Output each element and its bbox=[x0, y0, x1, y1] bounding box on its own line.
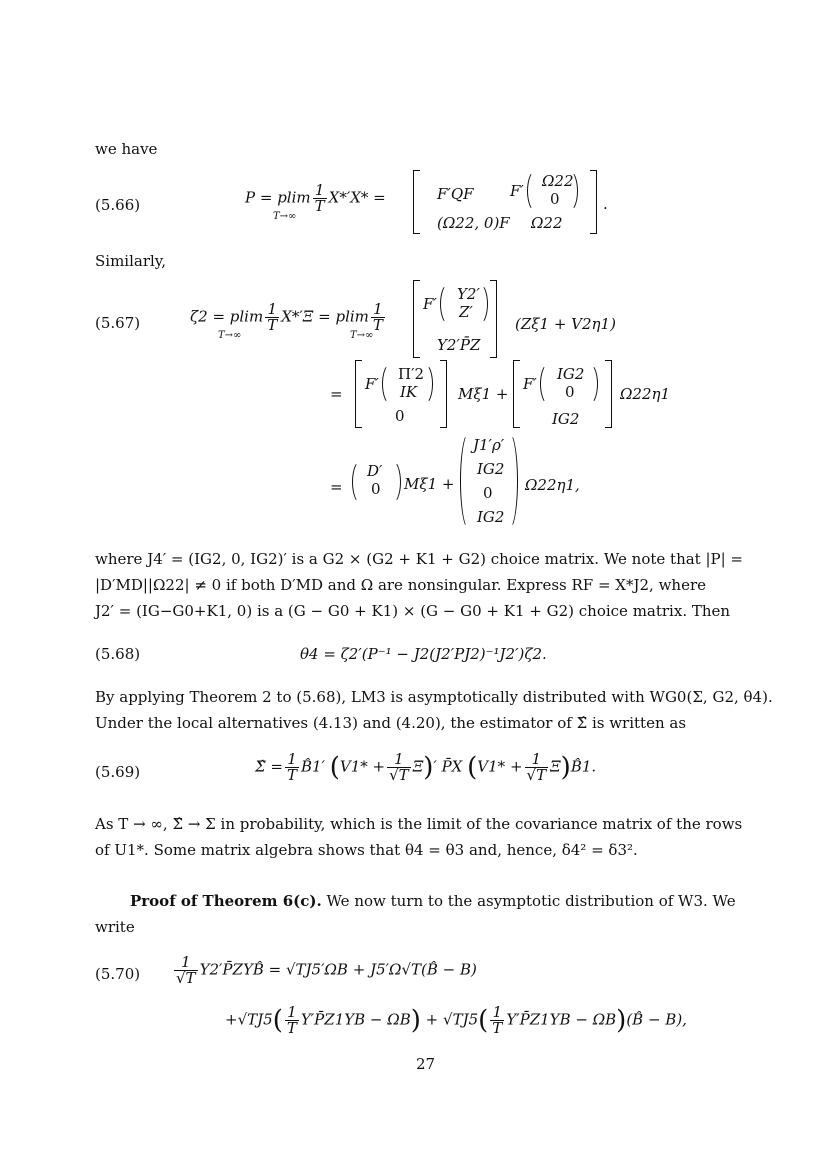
eq-5-67-r1-rparen bbox=[470, 283, 488, 325]
eq-5-67-c1: J1′ρ′ bbox=[473, 436, 505, 454]
eq-5-70-frac3: $\frac{1}{T}$ bbox=[492, 1003, 503, 1037]
eq-5-70-number: (5.70) bbox=[95, 965, 141, 983]
eq-5-66-m21: (Ω22, 0)F bbox=[437, 214, 510, 232]
eq-5-67-b1v2: 0 bbox=[565, 383, 575, 401]
eq-5-67-omega: Ω22η1 bbox=[620, 385, 671, 403]
eq-5-66-lhs bbox=[245, 183, 386, 214]
eq-5-69-body: Σ̂ = $\frac{1}{T}$ B̂1′ (V1* + $\frac{1}{√T}$ Ξ)′ P̄X (V1* + $\frac{1}{√T}$ Ξ)B̂1. bbox=[255, 750, 597, 784]
eq-5-70-frac: $\frac{1}{√T}$ bbox=[176, 953, 196, 987]
eq-5-67-b1-lparen bbox=[540, 363, 558, 405]
eq-5-66-lim-under: T→∞ bbox=[273, 211, 297, 222]
proof-line2: write bbox=[95, 918, 135, 936]
eq-5-66-left-bracket bbox=[413, 170, 420, 234]
eq-5-67-lim-under-1: T→∞ bbox=[218, 330, 242, 341]
eq-5-67-lhs: ζ2 = plim $\frac{1}{T}$ X*′Ξ = plim $\frac{1}{T}$ bbox=[190, 300, 383, 334]
eq-5-67-b1-rparen bbox=[580, 363, 598, 405]
proof-line1 bbox=[130, 892, 736, 910]
eq-5-67-a1-rparen bbox=[415, 363, 433, 405]
eq-5-67-c3: 0 bbox=[483, 484, 493, 502]
para3-line1: As T → ∞, Σ̂ → Σ in probability, which is the limit of the covariance matrix of the rows bbox=[95, 815, 743, 833]
eq-5-67-d1: D′ bbox=[367, 462, 383, 480]
para1-line2: |D′MD||Ω22| ≠ 0 if both D′MD and Ω are nonsingular. Express RF = X*J2, where bbox=[95, 576, 706, 594]
eq-5-67-r1v1: Y2′ bbox=[457, 285, 480, 303]
eq-5-66-end: . bbox=[603, 195, 608, 213]
eq-5-66-plim: P = plim bbox=[245, 188, 311, 207]
eq-5-67-number: (5.67) bbox=[95, 314, 141, 332]
eq-5-67-tail: (Zξ1 + V2η1) bbox=[515, 315, 616, 333]
para1-line3: J2′ = (IG−G0+K1, 0) is a (G − G0 + K1) × (G − G0 + K1 + G2) choice matrix. Then bbox=[95, 602, 731, 620]
eq-5-67-r2: Y2′P̄Z bbox=[437, 336, 481, 354]
eq-5-67-top-lbracket bbox=[413, 280, 420, 358]
eq-5-67-a2: 0 bbox=[395, 407, 405, 425]
eq-5-68-number: (5.68) bbox=[95, 645, 141, 663]
eq-5-67-a1: F′ bbox=[365, 375, 379, 393]
para2-line2: Under the local alternatives (4.13) and (4.20), the estimator of Σ̂ is written as bbox=[95, 714, 687, 732]
eq-5-68-body: θ4 = ζ2′(P⁻¹ − J2(J2′PJ2)⁻¹J2′)ζ2. bbox=[300, 645, 547, 663]
eq-5-69-frac2: $\frac{1}{√T}$ bbox=[389, 750, 409, 784]
eq-5-66-m12v2: 0 bbox=[550, 190, 560, 208]
eq-5-67-c-rparen bbox=[500, 432, 518, 530]
eq-5-67-d-rparen bbox=[383, 460, 401, 504]
para1-line1: where J4′ = (IG2, 0, IG2)′ is a G2 × (G2 + K1 + G2) choice matrix. We note that |P| = bbox=[95, 550, 744, 568]
eq-5-67-a1v1: Π′2 bbox=[398, 365, 425, 383]
eq-5-67-top-rbracket bbox=[490, 280, 497, 358]
intro-text: we have bbox=[95, 140, 158, 158]
eq-5-67-frac2: $\frac{1}{T}$ bbox=[372, 300, 383, 334]
eq-5-66-m22: Ω22 bbox=[531, 214, 563, 232]
eq-5-66-number: (5.66) bbox=[95, 196, 141, 214]
eq-5-66-m12v1: Ω22 bbox=[542, 172, 574, 190]
para2-line1: By applying Theorem 2 to (5.68), LM3 is asymptotically distributed with WG0(Σ, G2, θ4). bbox=[95, 688, 773, 706]
eq-5-69-number: (5.69) bbox=[95, 763, 141, 781]
eq-5-66-m11: F′QF bbox=[437, 185, 474, 203]
eq-5-67-mxi2: Mξ1 + bbox=[404, 475, 455, 493]
eq-5-67-c2: IG2 bbox=[477, 460, 505, 478]
eq-5-67-mid-lbracket-a bbox=[355, 360, 362, 428]
eq-5-70-frac2: $\frac{1}{T}$ bbox=[286, 1003, 297, 1037]
eq-5-67-d2: 0 bbox=[371, 480, 381, 498]
eq-5-66-right-bracket bbox=[590, 170, 597, 234]
eq-5-67-mid-rbracket-b bbox=[605, 360, 612, 428]
eq-5-67-a1v2: IK bbox=[400, 383, 418, 401]
eq-5-67-r1-lparen bbox=[440, 283, 458, 325]
eq-5-67-omega2: Ω22η1, bbox=[525, 476, 580, 494]
eq-5-66-m12: F′ bbox=[510, 182, 524, 200]
eq-5-67-mid-lbracket-b bbox=[513, 360, 520, 428]
eq-5-70-line1: $\frac{1}{√T}$ Y2′P̄ZYB̂ = √TJ5′ΩB + J5′Ω√T(B̂ − B) bbox=[176, 953, 477, 987]
eq-5-66-rest: X*′X* = bbox=[328, 188, 386, 207]
eq-5-67-eqsign-2: = bbox=[330, 385, 343, 403]
eq-5-67-frac1: $\frac{1}{T}$ bbox=[267, 300, 278, 334]
eq-5-67-mid-rbracket-a bbox=[440, 360, 447, 428]
eq-5-67-b2: IG2 bbox=[552, 410, 580, 428]
eq-5-67-r1: F′ bbox=[423, 295, 437, 313]
eq-5-67-lim-under-2: T→∞ bbox=[350, 330, 374, 341]
eq-5-66-frac: $\frac{1}{T}$ bbox=[314, 181, 325, 215]
proof-line1-text: We now turn to the asymptotic distribution of W3. We bbox=[326, 892, 736, 910]
para3-line2: of U1*. Some matrix algebra shows that θ4 = θ3 and, hence, δ4² = δ3². bbox=[95, 841, 638, 859]
eq-5-67-eqsign-3: = bbox=[330, 478, 343, 496]
eq-5-69-frac3: $\frac{1}{√T}$ bbox=[526, 750, 547, 784]
eq-5-67-mxi: Mξ1 + bbox=[458, 385, 509, 403]
eq-5-70-line2: +√TJ5( $\frac{1}{T}$ Y′P̄Z1YB − ΩB) + √TJ5( $\frac{1}{T}$ Y′P̄Z1YB − ΩB)(B̂ − B), bbox=[225, 1003, 687, 1037]
eq-5-67-c4: IG2 bbox=[477, 508, 505, 526]
eq-5-67-r1v2: Z′ bbox=[459, 303, 473, 321]
proof-title: Proof of Theorem 6(c). bbox=[130, 892, 322, 910]
eq-5-67-b1v1: IG2 bbox=[557, 365, 585, 383]
eq-5-66-m12-rparen bbox=[560, 170, 578, 212]
page-number: 27 bbox=[416, 1055, 436, 1073]
eq-5-67-b1: F′ bbox=[523, 375, 537, 393]
similarly-text: Similarly, bbox=[95, 252, 167, 270]
eq-5-69-frac: $\frac{1}{T}$ bbox=[286, 750, 297, 784]
